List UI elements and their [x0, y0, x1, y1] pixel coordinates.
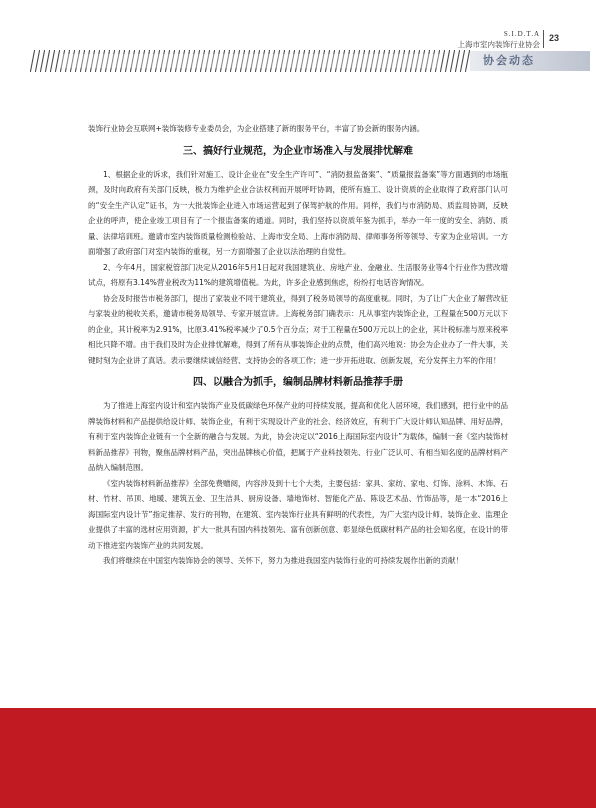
section-3-paragraph-1: 1、根据企业的诉求，我们针对施工、设计企业在“安全生产许可”、“消防报监备案”、“质量报监备案”等方面遇到的市场瓶颈，及时向政府有关部门反映，极力为维护企业合法权利而开展呼吁协调，使所有施工、设计资质的企业取得了政府部门认可的“安全生产认定”证书，为一大批装饰企业进入市场运营起到了保驾护航的作用。同样，我们与市消防局、质监局协调，反映企业的呼声，使企业竣工项目有了一个报监备案的通道。同时，我们坚持以资质年鉴为抓手，举办一年一度的安全、消防、质量、法律培训班。邀请市室内装饰质量检测检验站、上海市安全局、上海市消防局、律师事务所等领导、专家为企业培训。一方面增强了政府部门对室内装饰的重视，另一方面增强了企业以法治理的自觉性。: [88, 169, 508, 256]
header-org-english: S.I.D.T.A: [503, 30, 540, 38]
intro-paragraph: 装饰行业协会互联网+装饰装修专业委员会，为企业搭建了新的服务平台，丰富了协会新的服务内涵。: [88, 124, 425, 133]
section-4-paragraph-1: 为了推进上海室内设计和室内装饰产业及低碳绿色环保产业的可持续发展，提高和优化人居环境，我们感到，把行业中的品牌装饰材料和产品提供给设计师、装饰企业，有利于实现设计产业的社会、经济效应，有利于广大设计师认知品牌、用好品牌，有利于室内装饰企业链有一个全新的融合与发展。为此，协会决定以“2016上海国际室内设计”为载体，编制一套《室内装饰材料新品推荐》刊物，聚焦品牌材料产品，突出品牌核心价值，把属于产业科技领先、行业广泛认可、有相当知名度的品牌材料产品纳入编制范围。: [88, 401, 508, 472]
page-number: 23: [549, 33, 560, 43]
article-body: [88, 121, 508, 569]
section-title: 协会动态: [483, 54, 535, 67]
footer-red-band: [0, 708, 596, 808]
header-separator: [543, 30, 544, 48]
section-3-paragraph-2: 2、今年4月，国家税管部门决定从2016年5月1日起对我国建筑业、房地产业、金融业、生活服务业等4个行业作为营改增试点，将原有3.14%营业税改为11%的建筑增值税。为此，许多企业感到焦虑，纷纷打电话咨询情况。: [88, 262, 508, 287]
section-4-heading: 四、以融合为抓手，编制品牌材料新品推荐手册: [193, 377, 403, 388]
header-org-chinese: 上海市室内装饰行业协会: [457, 40, 540, 49]
section-4-paragraph-2: 《室内装饰材料新品推荐》全部免费赠阅，内容涉及到十七个大类，主要包括：家具、家纺、家电、灯饰、涂料、木饰、石材、竹材、吊顶、地暖、建筑五金、卫生洁具、厨房设备、墙地饰材、智能化产品、陈设艺术品、竹饰品等，是一本“2016上海国际室内设计节”指定推荐、发行的刊物，在建筑、室内装饰行业具有鲜明的代表性，为广大室内设计师、装饰企业、监理企业提供了丰富的选材应用资源，扩大一批具有国内科技领先、富有创新创意、彰显绿色低碳材料产品的社会知名度，在设计的带动下推进室内装饰产业的共同发展。: [88, 478, 508, 550]
section-4-paragraph-3: 我们将继续在中国室内装饰协会的领导、关怀下，努力为推进我国室内装饰行业的可持续发展作出新的贡献！: [103, 556, 463, 565]
section-3-paragraph-3: 协会及时报告市税务部门，提出了家装业不同于建筑业，得到了税务局领导的高度重视。同时，为了让广大企业了解营改征与家装业的税收关系，邀请市税务局领导、专家开展宣讲。上海税务部门确表示：凡从事室内装饰企业，工程量在500万元以下的企业，其计税率为2.91%，比原3.41%税率减少了0.5个百分点；对于工程量在500万元以上的企业，其计税标准与原来税率相比只降不增。由于我们及时为企业排忧解难，得到了所有从事装饰企业的点赞，他们高兴地说：协会为企业办了一件大事，关键时刻为企业讲了真话。表示要继续诚信经营、支持协会的各项工作；进一步开拓进取、创新发展，充分发挥主力军的作用！: [88, 293, 508, 365]
section-3-heading: 三、搞好行业规范，为企业市场准入与发展排忧解难: [183, 145, 413, 157]
